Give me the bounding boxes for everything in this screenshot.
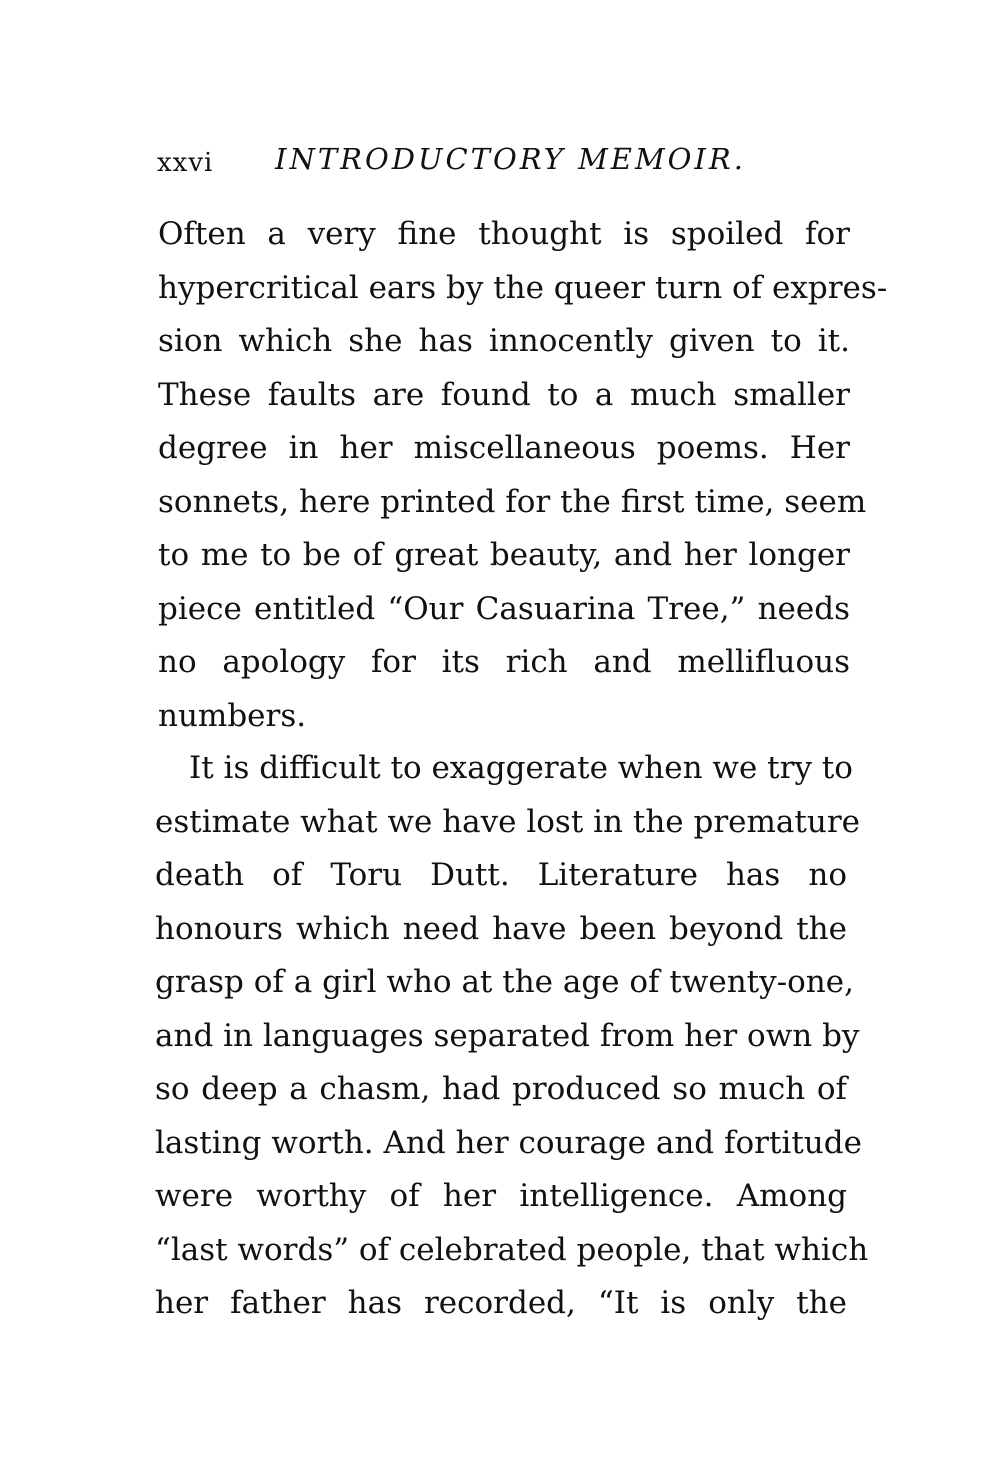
running-head: [157, 138, 857, 188]
text-line: her father has recorded, “It is only the: [155, 1285, 847, 1321]
text-line: lasting worth. And her courage and fortitude: [155, 1124, 862, 1161]
text-line: piece entitled “Our Casuarina Tree,” needs: [158, 590, 850, 627]
text-line: sion which she has innocently given to it.: [158, 323, 850, 359]
text-line: no apology for its rich and mellifluous: [158, 644, 850, 680]
text-line: numbers.: [158, 697, 307, 734]
text-line: degree in her miscellaneous poems. Her: [158, 430, 850, 466]
text-line: so deep a chasm, had produced so much of: [155, 1071, 847, 1107]
paragraph-2: [155, 742, 869, 1331]
text-line: and in languages separated from her own by: [155, 1017, 860, 1054]
page-number: xxvi: [157, 148, 214, 178]
text-line: It is difficult to exaggerate when we try to: [189, 750, 853, 786]
text-line: to me to be of great beauty, and her longer: [158, 537, 850, 573]
text-line: grasp of a girl who at the age of twenty-one,: [155, 964, 854, 1000]
text-line: death of Toru Dutt. Literature has no: [155, 857, 847, 893]
text-line: estimate what we have lost in the premature: [155, 803, 860, 840]
text-line: were worthy of her intelligence. Among: [155, 1178, 847, 1214]
text-line: hypercritical ears by the queer turn of expres-: [158, 269, 888, 306]
text-line: sonnets, here printed for the first time, seem: [158, 483, 867, 520]
text-line: “last words” of celebrated people, that which: [155, 1231, 869, 1268]
text-line: Often a very fine thought is spoiled for: [158, 216, 850, 252]
text-line: honours which need have been beyond the: [155, 910, 847, 947]
text-line: These faults are found to a much smaller: [158, 376, 850, 413]
paragraph-1: [158, 208, 888, 743]
running-title: INTRODUCTORY MEMOIR.: [275, 142, 746, 176]
